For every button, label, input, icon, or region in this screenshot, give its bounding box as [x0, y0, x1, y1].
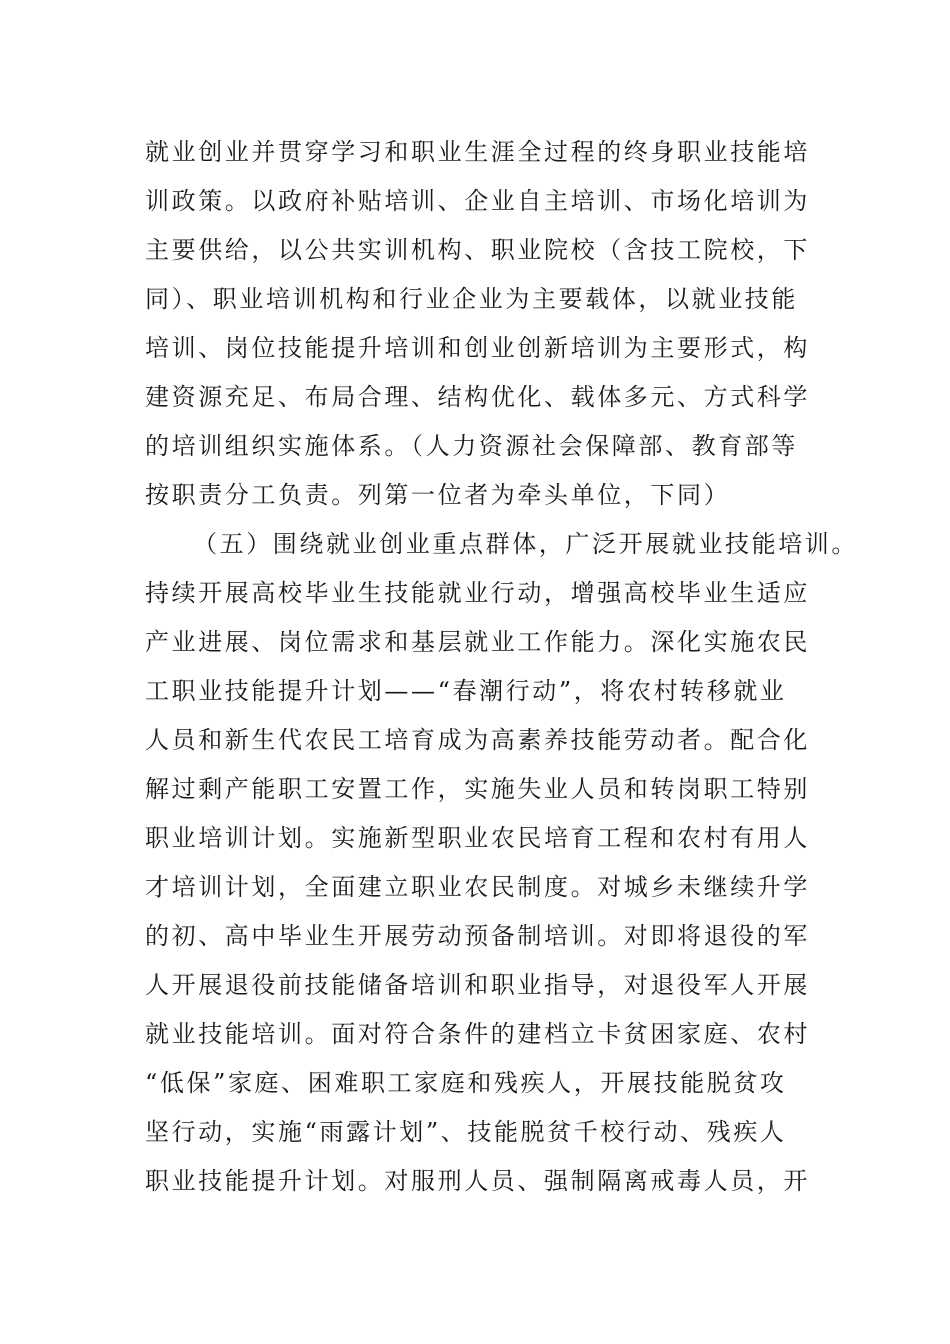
text-line: 同）、职业培训机构和行业企业为主要载体，以就业技能: [145, 285, 798, 313]
text-line: 才培训计划，全面建立职业农民制度。对城乡未继续升学: [145, 873, 810, 901]
text-line: “低保”家庭、困难职工家庭和残疾人，开展技能脱贫攻: [145, 1069, 787, 1097]
text-line: 职业技能提升计划。对服刑人员、强制隔离戒毒人员，开: [145, 1167, 810, 1195]
text-line: 的培训组织实施体系。（人力资源社会保障部、教育部等: [145, 432, 798, 460]
text-line: 的初、高中毕业生开展劳动预备制培训。对即将退役的军: [145, 922, 810, 950]
text-line: 人员和新生代农民工培育成为高素养技能劳动者。配合化: [145, 726, 810, 754]
body-text: [145, 128, 858, 1206]
text-line: 培训、岗位技能提升培训和创业创新培训为主要形式，构: [145, 334, 810, 362]
text-line: 产业进展、岗位需求和基层就业工作能力。深化实施农民: [145, 628, 810, 656]
section-heading-line: （五）围绕就业创业重点群体，广泛开展就业技能培训。: [193, 530, 858, 558]
text-line: 坚行动，实施“雨露计划”、技能脱贫千校行动、残疾人: [145, 1118, 787, 1146]
text-line: 按职责分工负责。列第一位者为牵头单位，下同）: [145, 481, 731, 509]
text-line: 就业技能培训。面对符合条件的建档立卡贫困家庭、农村: [145, 1020, 810, 1048]
text-line: 持续开展高校毕业生技能就业行动，增强高校毕业生适应: [145, 579, 810, 607]
text-line: 就业创业并贯穿学习和职业生涯全过程的终身职业技能培: [145, 138, 810, 166]
text-line: 人开展退役前技能储备培训和职业指导，对退役军人开展: [145, 971, 810, 999]
text-line: 解过剩产能职工安置工作，实施失业人员和转岗职工特别: [145, 775, 810, 803]
text-line: 建资源充足、布局合理、结构优化、载体多元、方式科学: [145, 383, 810, 411]
text-line: 主要供给，以公共实训机构、职业院校（含技工院校，下: [145, 236, 810, 264]
text-line: 训政策。以政府补贴培训、企业自主培训、市场化培训为: [145, 187, 810, 215]
text-line: 职业培训计划。实施新型职业农民培育工程和农村有用人: [145, 824, 810, 852]
text-line: 工职业技能提升计划——“春潮行动”，将农村转移就业: [145, 677, 787, 705]
